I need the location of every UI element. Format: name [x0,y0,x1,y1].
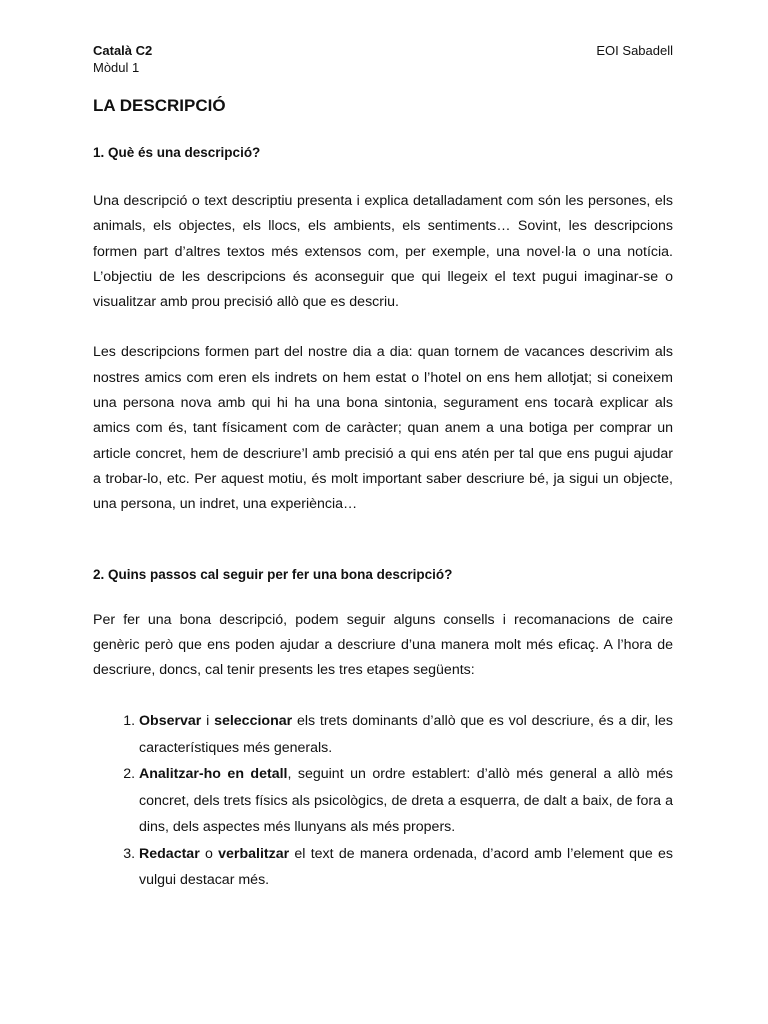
step-text: el text de manera ordenada, d’acord amb l’element que es vulgui destacar més. [139,845,673,889]
step-keyword: Redactar [139,845,200,862]
course-label: Català C2 [93,43,153,58]
steps-list [93,708,673,894]
document-title: LA DESCRIPCIÓ [93,96,226,115]
step-text: els trets dominants d’allò que es vol descriure, és a dir, les característiques més generals. [139,713,673,756]
module-label: Mòdul 1 [93,60,140,75]
document-page [93,42,673,894]
step-keyword: Analitzar-ho en detall [139,766,288,783]
step-item [139,761,673,841]
step-keyword: Observar [139,713,202,730]
section1-heading: 1. Què és una descripció? [93,145,261,160]
step-connector: i [201,713,215,730]
school-label: EOI Sabadell [596,43,673,58]
section1-paragraph-1: Una descripció o text descriptiu presenta i explica detalladament com són les persones, els animals, els objectes, els llocs, els ambients, els sentiments… Sovint, les descripcions formen part d’altres textos més extensos com, per exemple, una novel·la o una notícia. L’objectiu de les descripcions és aconseguir que qui llegeix el text pugui imaginar-se o visualitzar amb prou precisió allò que es descriu. [93,193,673,311]
step-item [139,708,673,761]
step-keyword: seleccionar [214,713,293,730]
page-header [93,42,673,59]
step-text: , seguint un ordre establert: d’allò més general a allò més concret, dels trets físics als psicològics, de dreta a esquerra, de dalt a baix, de fora a dins, dels aspectes més llunyans als més propers. [139,766,674,836]
step-connector: o [199,845,219,862]
step-item [139,841,673,894]
section2-intro: Per fer una bona descripció, podem seguir alguns consells i recomanacions de caire genèric però que ens poden ajudar a descriure d’una manera molt més eficaç. A l’hora de descriure, doncs, cal tenir presents les tres etapes següents: [93,611,673,679]
step-keyword: verbalitzar [218,845,290,862]
section2-heading: 2. Quins passos cal seguir per fer una bona descripció? [93,566,453,582]
section1-paragraph-2: Les descripcions formen part del nostre dia a dia: quan tornem de vacances descrivim als nostres amics com eren els indrets on hem estat o l’hotel on ens hem allotjat; si coneixem una persona nova amb qui hi ha una bona sintonia, segurament ens tocarà explicar als amics com és, tant físicament com de caràcter; quan anem a una botiga per comprar un article concret, hem de descriure’l amb precisió a qui ens atén per tal que ens pugui ajudar a trobar-lo, etc. Per aquest motiu, és molt important saber descriure bé, ja sigui un objecte, una persona, un indret, una experiència… [93,344,673,513]
